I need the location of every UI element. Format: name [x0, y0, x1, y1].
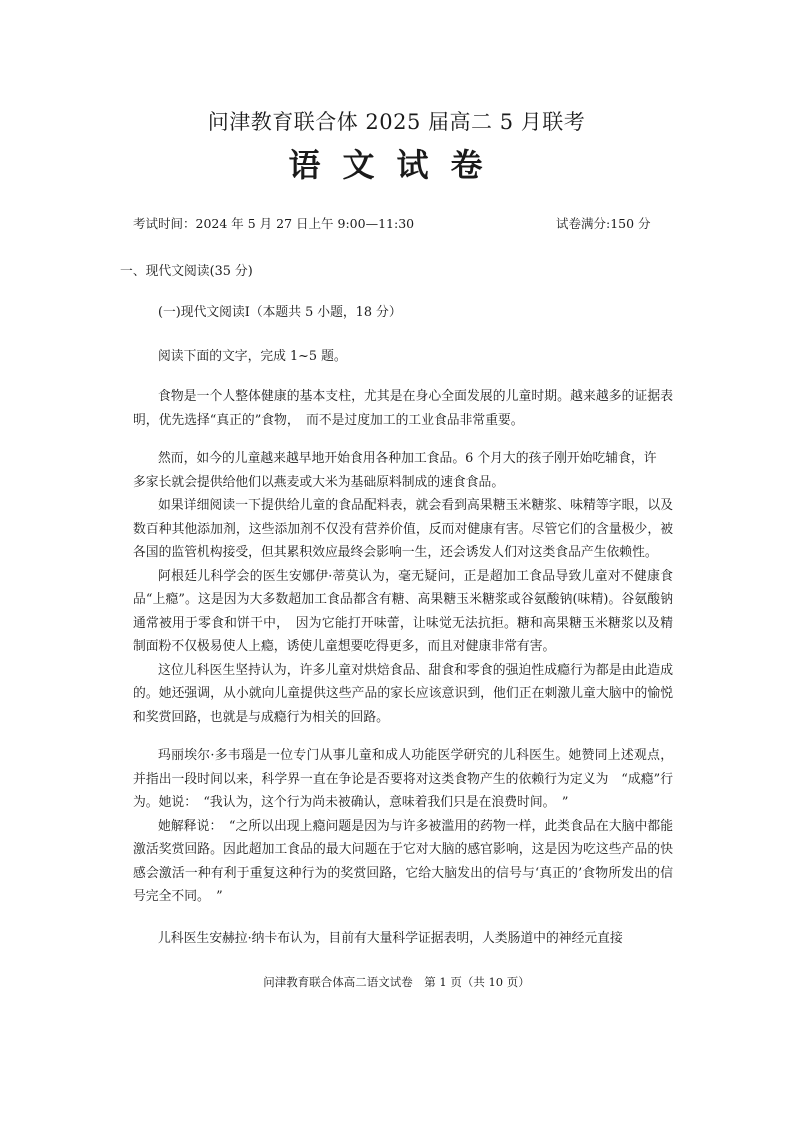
subject-title: 语文试卷: [288, 146, 505, 184]
sub-section-heading: (一)现代文阅读Ⅰ（本题共 5 小题，18 分）: [158, 305, 402, 320]
passage-paragraph-3: 玛丽埃尔·多韦瑙是一位专门从事儿童和成人功能医学研究的儿科医生。她赞同上述观点，并指出一段时间以来，科学界一直在争论是否要将对这类食物产生的依赖行为定义为 “成瘾”行为。她说： “我认为，这个行为尚未被确认，意味着我们只是在浪费时间。 ” 她解释说： “之所以出现上瘾问题是因为与许多被滥用的药物一样，此类食品在大脑中都能激活奖赏回路。因此超加工食品的最大问题在于它对大脑的感官影响，这是因为吃这些产品的快感会激活一种有利于重复这种行为的奖赏回路，它给大脑发出的信号与‘真正的’食物所发出的信号完全不同。 ”: [133, 748, 673, 904]
exam-score: 试卷满分:150 分: [556, 216, 651, 231]
exam-title: 问津教育联合体 2025 届高二 5 月联考: [207, 110, 586, 134]
page-footer: 问津教育联合体高二语文试卷 第 1 页（共 10 页）: [263, 975, 530, 989]
passage-paragraph-1: 食物是一个人整体健康的基本支柱，尤其是在身心全面发展的儿童时期。越来越多的证据表明，优先选择“真正的”食物， 而不是过度加工的工业食品非常重要。: [133, 389, 673, 428]
reading-instruction: 阅读下面的文字，完成 1~5 题。: [158, 349, 347, 364]
passage-paragraph-2: 然而，如今的儿童越来越早地开始食用各种加工食品。6 个月大的孩子刚开始吃辅食，许 多家长就会提供给他们以燕麦或大米为基础原料制成的速食食品。 如果详细阅读一下提供给儿童的食品配料表，就会看到高果糖玉米糖浆、味精等字眼，以及数百种其他添加剂，这些添加剂不仅没有营养价值，反而对健康有害。尽管它们的含量极少，被各国的监管机构接受，但其累积效应最终会影响一生，还会诱发人们对这类食品产生依赖性。 阿根廷儿科学会的医生安娜伊·蒂莫认为，毫无疑问，正是超加工食品导致儿童对不健康食品“上瘾”。这是因为大多数超加工食品都含有糖、高果糖玉米糖浆或谷氨酸钠(味精)。谷氨酸钠通常被用于零食和饼干中， 因为它能打开味蕾，让味觉无法抗拒。糖和高果糖玉米糖浆以及精制面粉不仅极易使人上瘾，诱使儿童想要吃得更多，而且对健康非常有害。 这位儿科医生坚持认为，许多儿童对烘焙食品、甜食和零食的强迫性成瘾行为都是由此造成的。她还强调，从小就向儿童提供这些产品的家长应该意识到，他们正在刺激儿童大脑中的愉悦和奖赏回路，也就是与成瘾行为相关的回路。: [133, 451, 673, 725]
section-heading: 一、现代文阅读(35 分): [120, 264, 253, 279]
exam-time: 考试时间：2024 年 5 月 27 日上午 9:00—11:30: [133, 216, 415, 231]
passage-paragraph-4: 儿科医生安赫拉·纳卡布认为，目前有大量科学证据表明，人类肠道中的神经元直接: [158, 931, 623, 946]
